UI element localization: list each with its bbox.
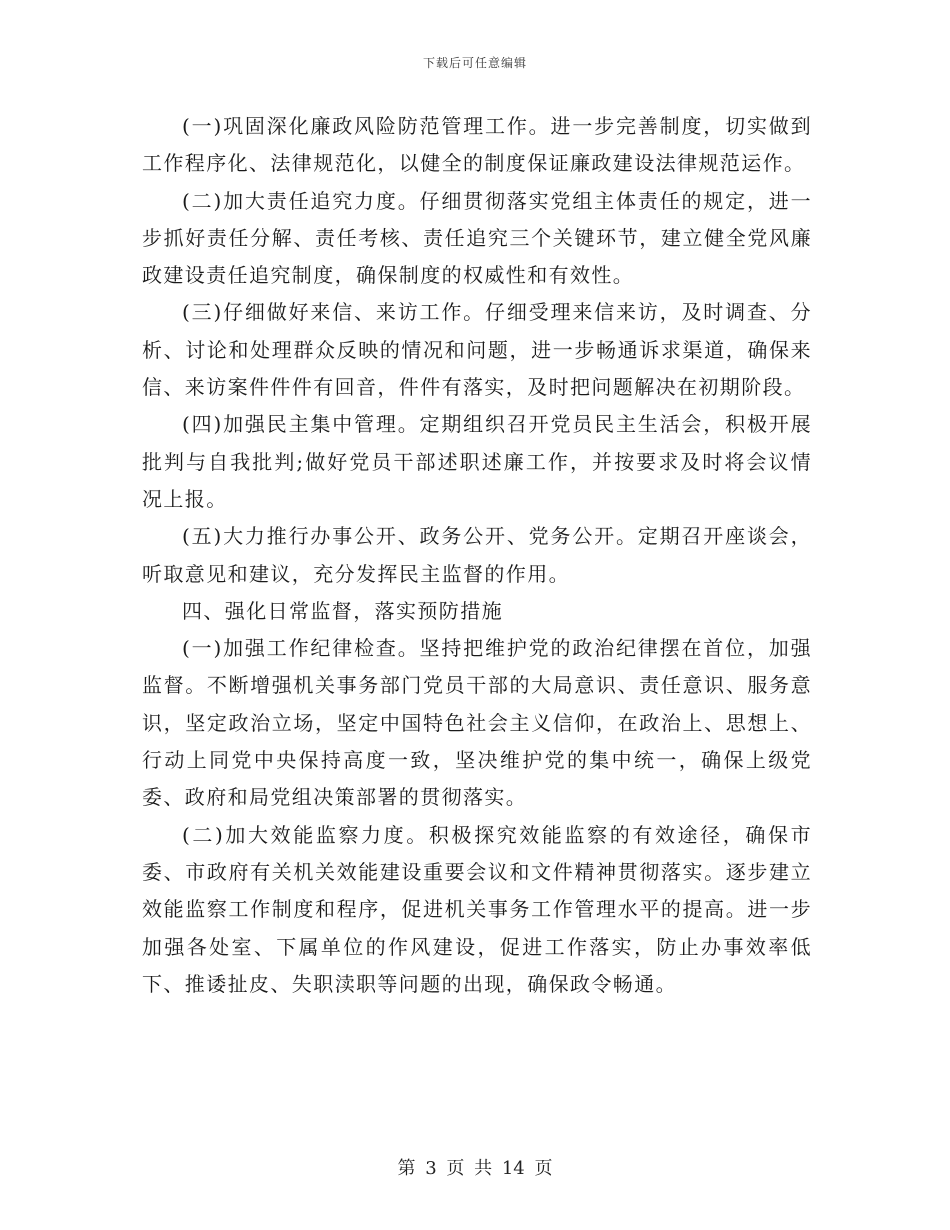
paragraph-1: (一)巩固深化廉政风险防范管理工作。进一步完善制度，切实做到工作程序化、法律规范化，以健全的制度保证廉政建设法律规范运作。	[142, 114, 812, 176]
paragraph-2: (二)加大责任追究力度。仔细贯彻落实党组主体责任的规定，进一步抓好责任分解、责任考核、责任追究三个关键环节，建立健全党风廉政建设责任追究制度，确保制度的权威性和有效性。	[142, 188, 812, 288]
paragraph-5: (五)大力推行办事公开、政务公开、党务公开。定期召开座谈会，听取意见和建议，充分发挥民主监督的作用。	[142, 524, 812, 586]
page-footer: 第 3 页 共 14 页	[397, 1158, 553, 1179]
section-heading: 四、强化日常监督，落实预防措施	[182, 598, 503, 623]
paragraph-3: (三)仔细做好来信、来访工作。仔细受理来信来访，及时调查、分析、讨论和处理群众反映的情况和问题，进一步畅通诉求渠道，确保来信、来访案件件件有回音，件件有落实，及时把问题解决在初期阶段。	[142, 300, 812, 400]
page-header: 下载后可任意编辑	[422, 56, 527, 70]
paragraph-4: (四)加强民主集中管理。定期组织召开党员民主生活会，积极开展批判与自我批判;做好党员干部述职述廉工作，并按要求及时将会议情况上报。	[142, 412, 812, 511]
paragraph-7: (二)加大效能监察力度。积极探究效能监察的有效途径，确保市委、市政府有关机关效能建设重要会议和文件精神贯彻落实。逐步建立效能监察工作制度和程序，促进机关事务工作管理水平的提高。进一步加强各处室、下属单位的作风建设，促进工作落实，防止办事效率低下、推诿扯皮、失职渎职等问题的出现，确保政令畅通。	[142, 822, 812, 996]
document-body	[142, 108, 812, 1003]
paragraph-6: (一)加强工作纪律检查。坚持把维护党的政治纪律摆在首位，加强监督。不断增强机关事务部门党员干部的大局意识、责任意识、服务意识，坚定政治立场，坚定中国特色社会主义信仰，在政治上、思想上、行动上同党中央保持高度一致，坚决维护党的集中统一，确保上级党委、政府和局党组决策部署的贯彻落实。	[142, 636, 812, 810]
